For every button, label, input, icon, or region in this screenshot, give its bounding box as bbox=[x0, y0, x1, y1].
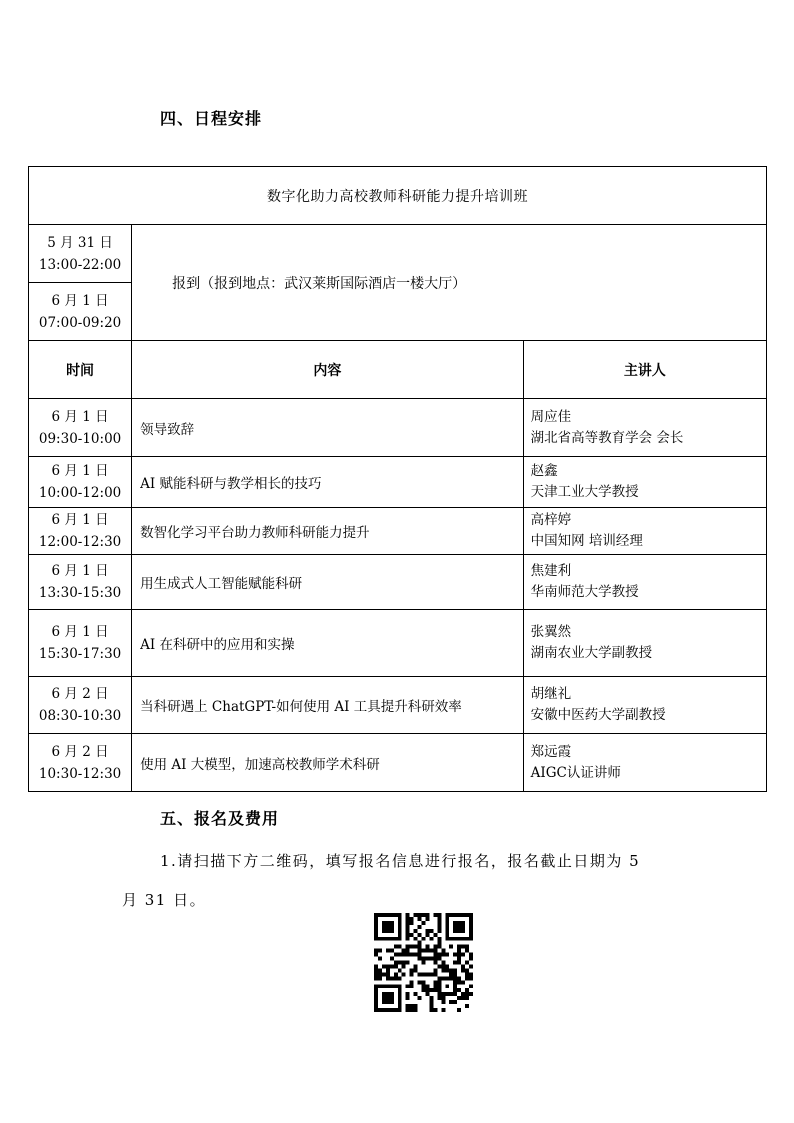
qr-module bbox=[469, 964, 473, 968]
session-hours: 15:30-17:30 bbox=[38, 646, 122, 662]
session-time bbox=[29, 677, 132, 734]
qr-module bbox=[433, 957, 437, 961]
qr-module bbox=[461, 945, 465, 949]
speaker-name: 张翼然 bbox=[530, 624, 572, 640]
qr-align-core bbox=[445, 984, 449, 988]
session-content: AI 赋能科研与教学相长的技巧 bbox=[132, 457, 524, 508]
qr-module bbox=[457, 957, 461, 961]
qr-module bbox=[429, 988, 433, 992]
qr-module bbox=[425, 933, 429, 937]
qr-module bbox=[425, 984, 429, 988]
qr-module bbox=[425, 988, 429, 992]
qr-module bbox=[402, 964, 406, 968]
qr-module bbox=[465, 972, 469, 976]
qr-module bbox=[465, 996, 469, 1000]
qr-module bbox=[410, 933, 414, 937]
qr-module bbox=[414, 992, 418, 996]
qr-module bbox=[441, 1000, 445, 1004]
session-speaker bbox=[523, 610, 766, 677]
qr-module bbox=[406, 925, 410, 929]
qr-module bbox=[429, 1004, 433, 1008]
qr-module bbox=[453, 968, 457, 972]
qr-module bbox=[406, 961, 410, 965]
qr-module bbox=[453, 972, 457, 976]
qr-module bbox=[469, 976, 473, 980]
qr-module bbox=[433, 913, 437, 917]
qr-code-icon[interactable] bbox=[374, 913, 473, 1012]
qr-module bbox=[410, 917, 414, 921]
session-speaker bbox=[523, 399, 766, 457]
qr-module bbox=[457, 1008, 461, 1012]
qr-module bbox=[437, 929, 441, 933]
checkin-time: 07:00-09:20 bbox=[38, 314, 122, 331]
speaker-title: 天津工业大学教授 bbox=[530, 484, 639, 500]
session-content: 领导致辞 bbox=[132, 399, 524, 457]
qr-module bbox=[429, 996, 433, 1000]
qr-module bbox=[378, 972, 382, 976]
session-hours: 13:30-15:30 bbox=[38, 585, 122, 601]
schedule-table bbox=[28, 166, 767, 792]
qr-module bbox=[414, 937, 418, 941]
qr-module bbox=[465, 961, 469, 965]
qr-module bbox=[414, 953, 418, 957]
qr-module bbox=[433, 984, 437, 988]
qr-module bbox=[422, 921, 426, 925]
qr-module bbox=[453, 961, 457, 965]
qr-module bbox=[410, 984, 414, 988]
speaker-name: 周应佳 bbox=[530, 408, 572, 425]
qr-module bbox=[437, 953, 441, 957]
qr-module bbox=[437, 996, 441, 1000]
qr-module bbox=[461, 953, 465, 957]
qr-finder-core bbox=[382, 921, 394, 933]
qr-module bbox=[425, 957, 429, 961]
session-hours: 08:30-10:30 bbox=[38, 708, 122, 724]
qr-module bbox=[437, 945, 441, 949]
speaker-title: AIGC认证讲师 bbox=[530, 764, 621, 781]
checkin-time: 13:00-22:00 bbox=[38, 256, 122, 273]
qr-module bbox=[461, 996, 465, 1000]
qr-module bbox=[453, 953, 457, 957]
speaker-name: 高梓婷 bbox=[530, 512, 572, 528]
session-speaker bbox=[523, 508, 766, 555]
table-row bbox=[29, 555, 767, 610]
qr-module bbox=[441, 996, 445, 1000]
qr-module bbox=[418, 957, 422, 961]
qr-module bbox=[406, 992, 410, 996]
qr-module bbox=[429, 957, 433, 961]
qr-module bbox=[394, 945, 398, 949]
speaker-title: 安徽中医药大学副教授 bbox=[530, 707, 666, 723]
qr-module bbox=[410, 972, 414, 976]
checkin-row bbox=[29, 225, 767, 283]
qr-module bbox=[386, 964, 390, 968]
qr-module bbox=[437, 921, 441, 925]
speaker-title: 湖南农业大学副教授 bbox=[530, 645, 653, 661]
qr-finder-core bbox=[453, 921, 465, 933]
session-time bbox=[29, 610, 132, 677]
qr-module bbox=[433, 972, 437, 976]
table-row bbox=[29, 457, 767, 508]
qr-module bbox=[437, 937, 441, 941]
qr-module bbox=[425, 913, 429, 917]
qr-module bbox=[402, 961, 406, 965]
qr-module bbox=[422, 957, 426, 961]
qr-module bbox=[414, 913, 418, 917]
qr-module bbox=[410, 968, 414, 972]
speaker-name: 胡继礼 bbox=[530, 686, 572, 702]
qr-module bbox=[469, 972, 473, 976]
session-date: 6 月 1 日 bbox=[51, 624, 109, 640]
qr-module bbox=[433, 961, 437, 965]
registration-text-line2: 月 31 日。 bbox=[122, 891, 207, 909]
session-time bbox=[29, 399, 132, 457]
session-date: 6 月 1 日 bbox=[51, 563, 109, 579]
session-hours: 10:00-12:00 bbox=[38, 485, 122, 501]
qr-module bbox=[461, 968, 465, 972]
qr-module bbox=[414, 1004, 418, 1008]
qr-module bbox=[449, 972, 453, 976]
qr-module bbox=[410, 1004, 414, 1008]
qr-module bbox=[402, 972, 406, 976]
qr-module bbox=[422, 937, 426, 941]
qr-module bbox=[378, 976, 382, 980]
qr-module bbox=[457, 953, 461, 957]
session-speaker bbox=[523, 734, 766, 792]
column-header-speaker: 主讲人 bbox=[523, 341, 766, 399]
session-hours: 09:30-10:00 bbox=[38, 430, 122, 447]
qr-module bbox=[418, 953, 422, 957]
qr-module bbox=[406, 913, 410, 917]
qr-module bbox=[422, 949, 426, 953]
qr-module bbox=[465, 976, 469, 980]
qr-module bbox=[425, 917, 429, 921]
qr-module bbox=[386, 968, 390, 972]
qr-module bbox=[398, 961, 402, 965]
qr-module bbox=[406, 929, 410, 933]
qr-module bbox=[374, 953, 378, 957]
qr-module bbox=[465, 1004, 469, 1008]
qr-module bbox=[390, 964, 394, 968]
qr-module bbox=[457, 945, 461, 949]
qr-module bbox=[422, 984, 426, 988]
qr-module bbox=[410, 1008, 414, 1012]
qr-module bbox=[429, 929, 433, 933]
qr-module bbox=[441, 953, 445, 957]
qr-module bbox=[390, 957, 394, 961]
qr-module bbox=[433, 988, 437, 992]
qr-module bbox=[414, 968, 418, 972]
session-speaker bbox=[523, 555, 766, 610]
qr-module bbox=[441, 949, 445, 953]
registration-text-line1: 1.请扫描下方二维码，填写报名信息进行报名，报名截止日期为 5 bbox=[160, 852, 641, 870]
qr-module bbox=[398, 945, 402, 949]
qr-module bbox=[418, 913, 422, 917]
qr-module bbox=[441, 968, 445, 972]
qr-module bbox=[433, 953, 437, 957]
checkin-time-2 bbox=[29, 283, 132, 341]
qr-module bbox=[378, 968, 382, 972]
qr-module bbox=[429, 1008, 433, 1012]
qr-module bbox=[465, 945, 469, 949]
qr-module bbox=[437, 957, 441, 961]
checkin-date: 6 月 1 日 bbox=[51, 292, 109, 309]
session-time bbox=[29, 734, 132, 792]
qr-module bbox=[449, 968, 453, 972]
qr-module bbox=[406, 984, 410, 988]
qr-module bbox=[410, 980, 414, 984]
qr-module bbox=[457, 976, 461, 980]
qr-module bbox=[465, 949, 469, 953]
qr-module bbox=[425, 929, 429, 933]
qr-module bbox=[414, 945, 418, 949]
qr-module bbox=[382, 972, 386, 976]
qr-module bbox=[406, 1008, 410, 1012]
qr-module bbox=[445, 968, 449, 972]
qr-module bbox=[425, 945, 429, 949]
qr-module bbox=[437, 917, 441, 921]
qr-module bbox=[457, 996, 461, 1000]
session-time bbox=[29, 508, 132, 555]
qr-module bbox=[429, 972, 433, 976]
qr-module bbox=[469, 992, 473, 996]
qr-module bbox=[441, 1008, 445, 1012]
qr-module bbox=[429, 1000, 433, 1004]
qr-module bbox=[406, 921, 410, 925]
qr-module bbox=[394, 953, 398, 957]
qr-module bbox=[394, 972, 398, 976]
qr-module bbox=[390, 949, 394, 953]
qr-module bbox=[418, 972, 422, 976]
qr-module bbox=[433, 1008, 437, 1012]
qr-module bbox=[465, 988, 469, 992]
qr-module bbox=[406, 937, 410, 941]
table-header-row bbox=[29, 341, 767, 399]
column-header-time: 时间 bbox=[29, 341, 132, 399]
qr-module bbox=[418, 996, 422, 1000]
session-content: 使用 AI 大模型，加速高校教师学术科研 bbox=[132, 734, 524, 792]
session-hours: 10:30-12:30 bbox=[38, 765, 122, 782]
qr-module bbox=[418, 933, 422, 937]
qr-module bbox=[422, 913, 426, 917]
qr-module bbox=[374, 964, 378, 968]
qr-module bbox=[406, 945, 410, 949]
qr-module bbox=[449, 945, 453, 949]
qr-module bbox=[433, 933, 437, 937]
qr-module bbox=[398, 976, 402, 980]
speaker-title: 中国知网 培训经理 bbox=[530, 533, 643, 549]
qr-module bbox=[374, 972, 378, 976]
section-heading-registration: 五、报名及费用 bbox=[160, 809, 280, 828]
qr-module bbox=[457, 988, 461, 992]
qr-module bbox=[422, 961, 426, 965]
qr-module bbox=[406, 953, 410, 957]
qr-module bbox=[402, 949, 406, 953]
qr-module bbox=[461, 964, 465, 968]
qr-module bbox=[406, 917, 410, 921]
qr-module bbox=[425, 992, 429, 996]
qr-module bbox=[406, 949, 410, 953]
qr-module bbox=[418, 925, 422, 929]
qr-module bbox=[410, 953, 414, 957]
qr-module bbox=[461, 980, 465, 984]
session-speaker bbox=[523, 457, 766, 508]
qr-module bbox=[422, 972, 426, 976]
qr-module bbox=[441, 964, 445, 968]
qr-module bbox=[406, 933, 410, 937]
qr-module bbox=[378, 949, 382, 953]
table-row bbox=[29, 610, 767, 677]
session-hours: 12:00-12:30 bbox=[38, 534, 122, 550]
session-date: 6 月 1 日 bbox=[51, 408, 109, 425]
qr-module bbox=[445, 964, 449, 968]
qr-module bbox=[406, 1004, 410, 1008]
qr-module bbox=[378, 957, 382, 961]
qr-module bbox=[425, 972, 429, 976]
qr-module bbox=[457, 961, 461, 965]
qr-module bbox=[429, 937, 433, 941]
qr-finder-core bbox=[382, 992, 394, 1004]
table-row bbox=[29, 734, 767, 792]
qr-module bbox=[386, 976, 390, 980]
qr-module bbox=[422, 988, 426, 992]
qr-module bbox=[398, 953, 402, 957]
table-row bbox=[29, 508, 767, 555]
session-content: 当科研遇上 ChatGPT-如何使用 AI 工具提升科研效率 bbox=[132, 677, 524, 734]
qr-module bbox=[457, 949, 461, 953]
qr-module bbox=[453, 1000, 457, 1004]
qr-module bbox=[410, 945, 414, 949]
qr-module bbox=[414, 964, 418, 968]
qr-module bbox=[406, 996, 410, 1000]
qr-module bbox=[422, 980, 426, 984]
qr-module bbox=[382, 964, 386, 968]
qr-module bbox=[449, 1000, 453, 1004]
qr-module bbox=[433, 949, 437, 953]
table-title-row bbox=[29, 167, 767, 225]
qr-module bbox=[469, 953, 473, 957]
speaker-name: 赵鑫 bbox=[530, 463, 558, 479]
session-speaker bbox=[523, 677, 766, 734]
session-time bbox=[29, 457, 132, 508]
qr-module bbox=[433, 980, 437, 984]
session-time bbox=[29, 555, 132, 610]
qr-module bbox=[437, 941, 441, 945]
speaker-title: 华南师范大学教授 bbox=[530, 584, 639, 600]
qr-module bbox=[418, 949, 422, 953]
qr-module bbox=[437, 925, 441, 929]
qr-module bbox=[410, 921, 414, 925]
qr-module bbox=[398, 968, 402, 972]
qr-module bbox=[418, 980, 422, 984]
session-content: 数智化学习平台助力教师科研能力提升 bbox=[132, 508, 524, 555]
qr-module bbox=[445, 953, 449, 957]
qr-module bbox=[469, 984, 473, 988]
column-header-content: 内容 bbox=[132, 341, 524, 399]
table-title: 数字化助力高校教师科研能力提升培训班 bbox=[29, 167, 767, 225]
qr-module bbox=[465, 992, 469, 996]
qr-module bbox=[402, 953, 406, 957]
session-date: 6 月 1 日 bbox=[51, 512, 109, 528]
qr-module bbox=[425, 949, 429, 953]
qr-module bbox=[433, 968, 437, 972]
qr-module bbox=[418, 941, 422, 945]
qr-module bbox=[414, 929, 418, 933]
checkin-date: 5 月 31 日 bbox=[47, 234, 113, 251]
qr-module bbox=[374, 949, 378, 953]
qr-module bbox=[386, 972, 390, 976]
qr-module bbox=[461, 992, 465, 996]
qr-module bbox=[469, 957, 473, 961]
section-heading-schedule: 四、日程安排 bbox=[160, 109, 263, 128]
speaker-name: 郑远霞 bbox=[530, 743, 572, 760]
qr-module bbox=[437, 964, 441, 968]
speaker-name: 焦建利 bbox=[530, 563, 572, 579]
qr-module bbox=[441, 961, 445, 965]
speaker-title: 湖北省高等教育学会 会长 bbox=[530, 429, 684, 446]
checkin-time-1 bbox=[29, 225, 132, 283]
session-date: 6 月 1 日 bbox=[51, 463, 109, 479]
qr-module bbox=[437, 913, 441, 917]
table-row bbox=[29, 677, 767, 734]
qr-module bbox=[374, 968, 378, 972]
qr-module bbox=[394, 961, 398, 965]
checkin-text: 报到（报到地点：武汉莱斯国际酒店一楼大厅） bbox=[132, 225, 767, 341]
qr-module bbox=[465, 968, 469, 972]
qr-module bbox=[429, 949, 433, 953]
qr-module bbox=[418, 917, 422, 921]
session-date: 6 月 2 日 bbox=[51, 686, 109, 702]
qr-module bbox=[457, 980, 461, 984]
qr-module bbox=[394, 976, 398, 980]
session-content: AI 在科研中的应用和实操 bbox=[132, 610, 524, 677]
session-content: 用生成式人工智能赋能科研 bbox=[132, 555, 524, 610]
qr-module bbox=[433, 945, 437, 949]
session-date: 6 月 2 日 bbox=[51, 743, 109, 760]
qr-module bbox=[374, 976, 378, 980]
table-row bbox=[29, 399, 767, 457]
qr-module bbox=[390, 976, 394, 980]
qr-module bbox=[414, 1008, 418, 1012]
qr-module bbox=[418, 945, 422, 949]
qr-module bbox=[394, 964, 398, 968]
qr-module bbox=[386, 949, 390, 953]
